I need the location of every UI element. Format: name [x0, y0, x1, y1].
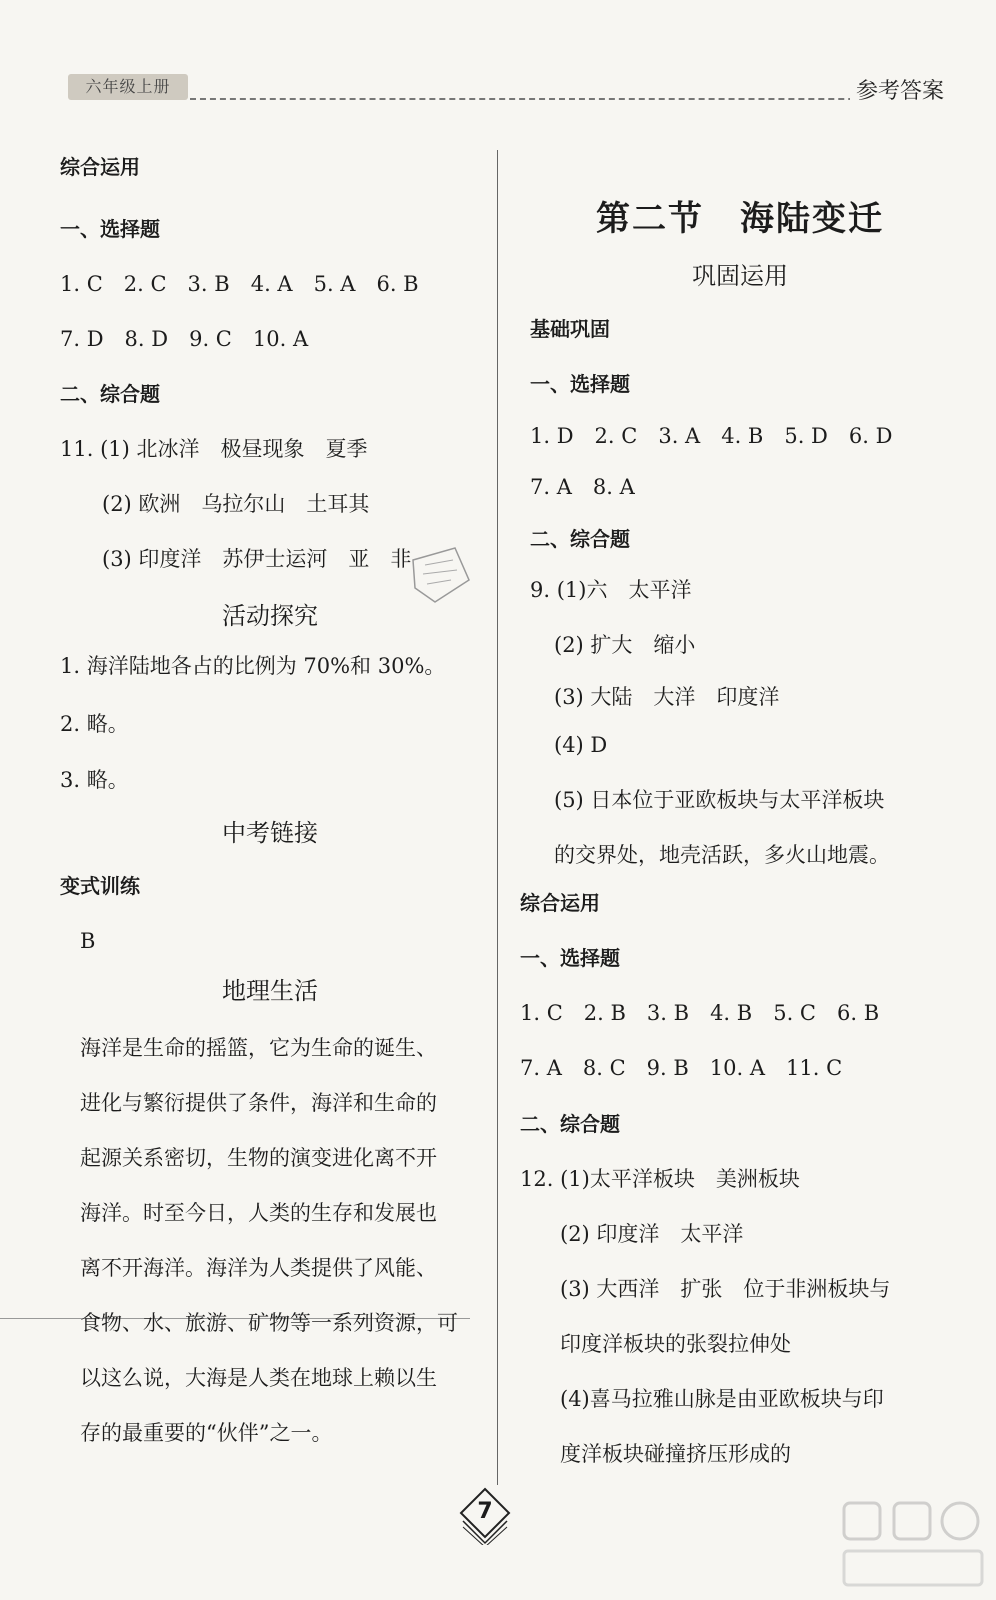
heading-comprehensive: 综合运用 [60, 155, 140, 180]
answer-line: (5) 日本位于亚欧板块与太平洋板块 [554, 788, 885, 813]
answer-line: 2. 略。 [60, 712, 129, 737]
answer-line: 印度洋板块的张裂拉伸处 [560, 1331, 791, 1356]
paragraph-line: 海洋。时至今日，人类的生存和发展也 [80, 1200, 437, 1225]
answer-line: 1. 海洋陆地各占的比例为 70%和 30%。 [60, 654, 446, 678]
section-title-geo-life: 地理生活 [222, 977, 318, 1006]
paragraph-line: 存的最重要的“伙伴”之一。 [80, 1421, 333, 1446]
answer-line: 7. A 8. A [530, 475, 635, 500]
heading-comprehensive: 综合运用 [520, 891, 600, 916]
column-divider [497, 150, 498, 1485]
answer-line: (4)喜马拉雅山脉是由亚欧板块与印 [560, 1386, 884, 1411]
paragraph-line: 食物、水、旅游、矿物等一系列资源，可 [80, 1311, 458, 1336]
heading-choice: 一、选择题 [530, 371, 630, 396]
section-title-activity: 活动探究 [222, 602, 318, 631]
answer-line: 的交界处，地壳活跃，多火山地震。 [554, 843, 890, 868]
answer-line: (3) 大陆 大洋 印度洋 [554, 684, 780, 709]
answer-line: 9. (1)六 太平洋 [530, 578, 692, 603]
answer-line: (2) 印度洋 太平洋 [560, 1221, 744, 1246]
grade-tab: 六年级上册 [68, 74, 188, 100]
heading-choice: 一、选择题 [60, 217, 160, 242]
answer-line: 7. D 8. D 9. C 10. A [60, 327, 309, 352]
chapter-title: 第二节 海陆变迁 [596, 198, 884, 239]
answer-line: B [80, 929, 96, 954]
section-title-exam-link: 中考链接 [222, 819, 318, 848]
page-header [0, 0, 996, 110]
answer-line: 度洋板块碰撞挤压形成的 [560, 1441, 791, 1466]
paragraph-line: 以这么说，大海是人类在地球上赖以生 [80, 1366, 437, 1391]
watermark-logo-icon [838, 1495, 988, 1595]
section-title-consolidate: 巩固运用 [692, 261, 788, 290]
answer-line: (2) 扩大 缩小 [554, 633, 696, 658]
paragraph-line: 海洋是生命的摇篮，它为生命的诞生、 [80, 1035, 437, 1060]
stamp-mark [405, 540, 475, 610]
page-number-badge [455, 1485, 515, 1545]
answer-line: 1. C 2. C 3. B 4. A 5. A 6. B [60, 272, 419, 297]
heading-synthesis: 二、综合题 [60, 382, 160, 407]
answer-line: (4) D [554, 733, 608, 758]
answer-line: (2) 欧洲 乌拉尔山 土耳其 [102, 492, 370, 517]
header-rule [190, 98, 944, 100]
answer-line: 11. (1) 北冰洋 极昼现象 夏季 [60, 437, 368, 462]
heading-synthesis: 二、综合题 [530, 526, 630, 551]
paragraph-line: 离不开海洋。海洋为人类提供了风能、 [80, 1256, 437, 1280]
answer-line: (3) 大西洋 扩张 位于非洲板块与 [560, 1276, 891, 1301]
heading-synthesis: 二、综合题 [520, 1111, 620, 1136]
answer-line: (3) 印度洋 苏伊士运河 亚 非 [102, 547, 412, 572]
heading-variant: 变式训练 [60, 874, 140, 899]
page-number: 7 [477, 1499, 493, 1524]
paragraph-line: 起源关系密切，生物的演变进化离不开 [80, 1145, 437, 1170]
answer-line: 12. (1)太平洋板块 美洲板块 [520, 1166, 800, 1191]
answer-line: 1. C 2. B 3. B 4. B 5. C 6. B [520, 1001, 880, 1026]
answer-line: 7. A 8. C 9. B 10. A 11. C [520, 1056, 843, 1081]
paragraph-line: 进化与繁衍提供了条件，海洋和生命的 [80, 1090, 437, 1115]
heading-choice: 一、选择题 [520, 946, 620, 971]
answer-line: 1. D 2. C 3. A 4. B 5. D 6. D [530, 423, 893, 448]
heading-basic: 基础巩固 [530, 316, 610, 341]
section-label: 参考答案 [850, 74, 944, 105]
answer-line: 3. 略。 [60, 767, 129, 792]
